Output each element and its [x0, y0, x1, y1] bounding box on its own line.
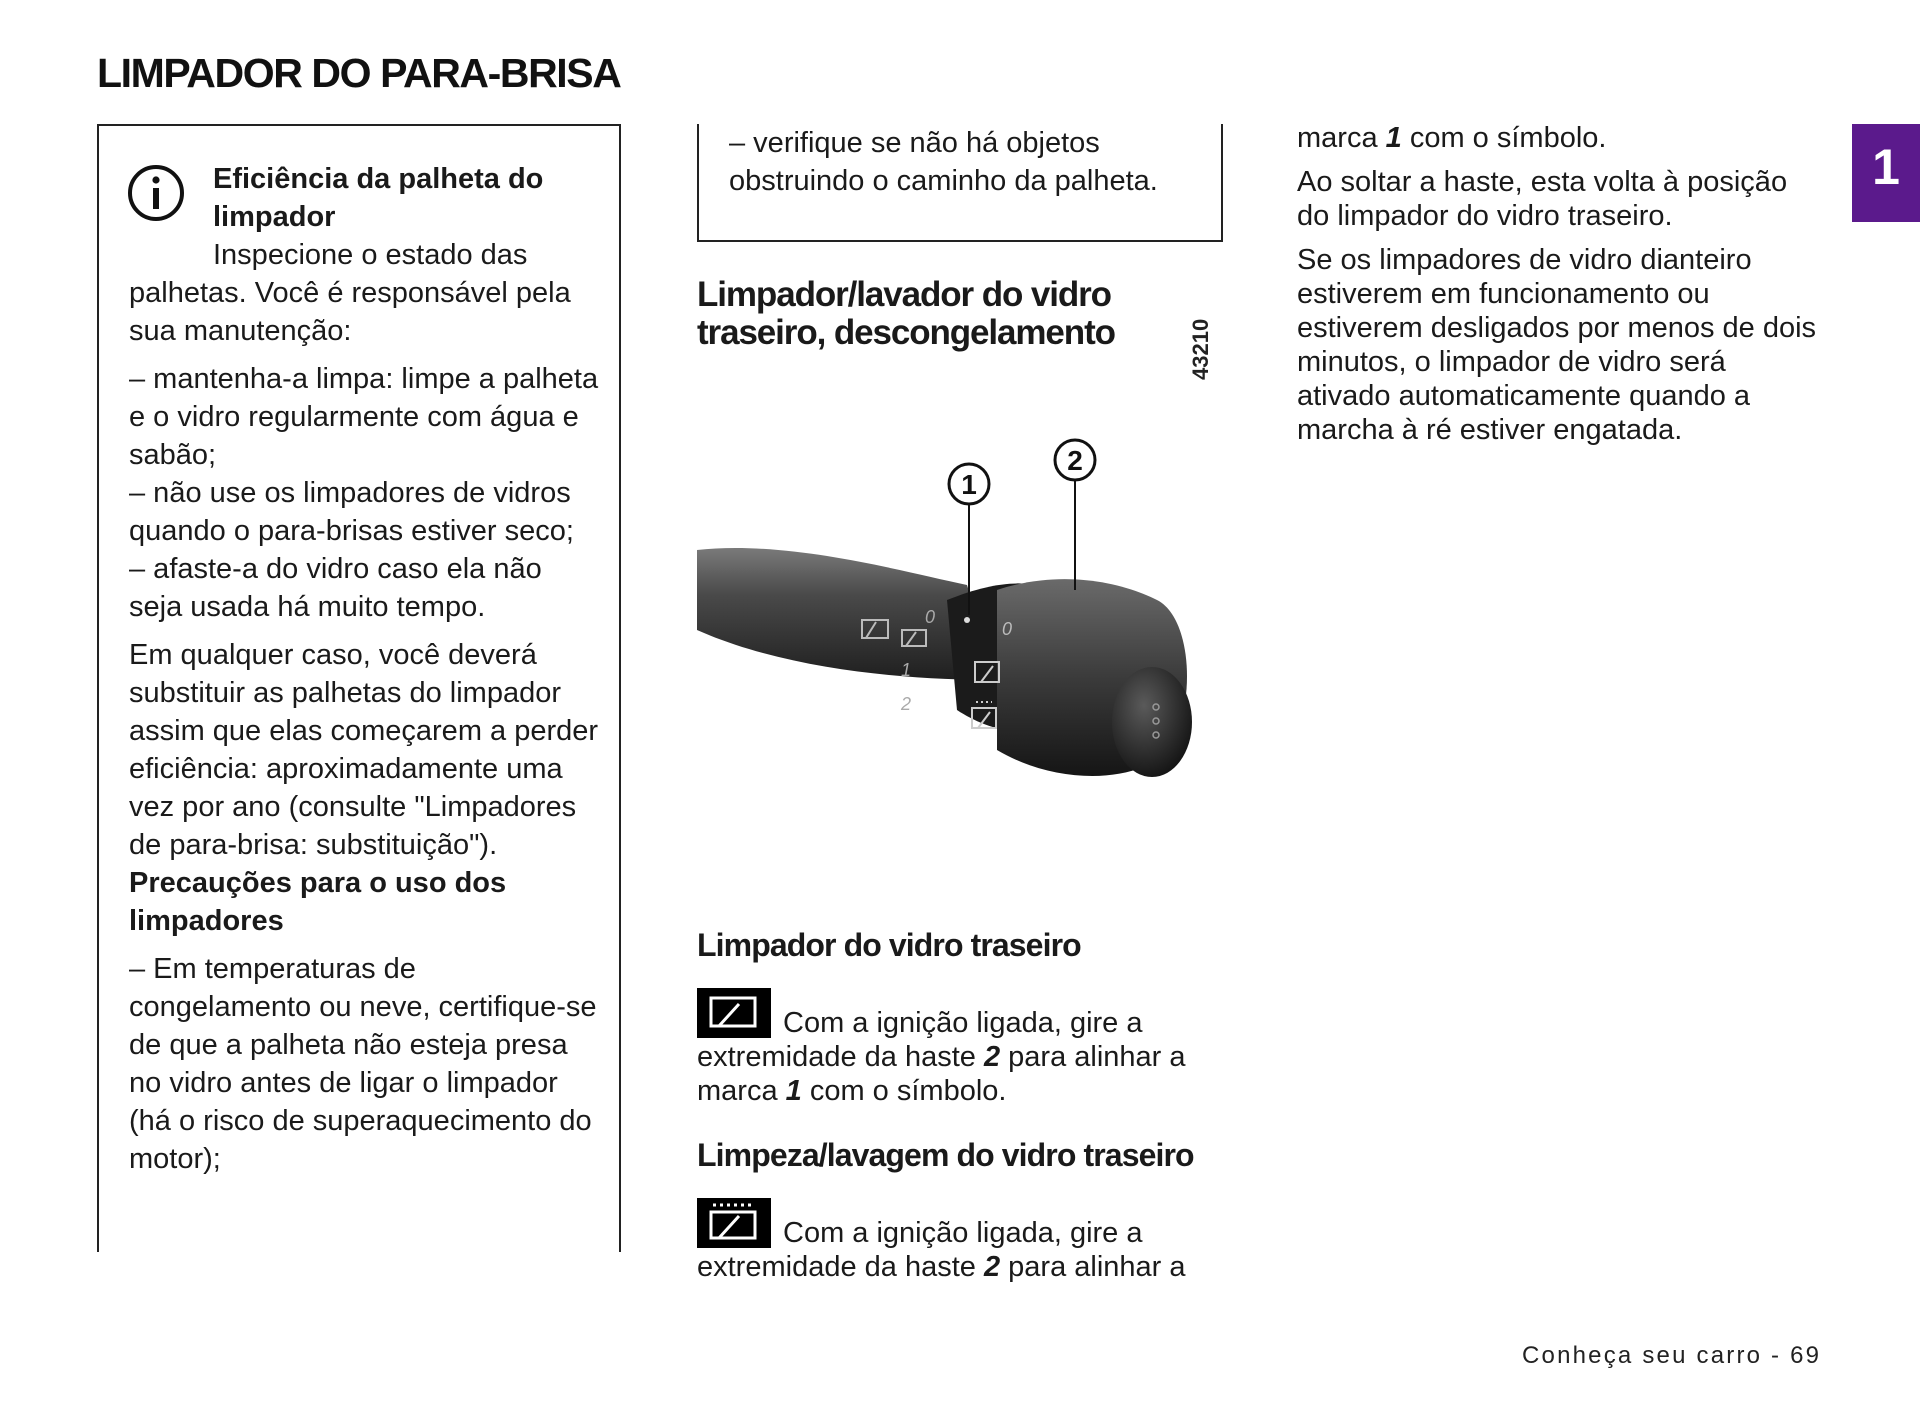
continued-warning-box	[697, 124, 1223, 242]
continued-warning-text: – verifique se não há objetos obstruindo o caminho da palheta.	[729, 127, 1158, 197]
rear-wash-heading: Limpeza/lavagem do vidro traseiro	[697, 1137, 1194, 1173]
page-title: LIMPADOR DO PARA-BRISA	[97, 50, 621, 96]
rear-wiper-heading: Limpador do vidro traseiro	[697, 927, 1081, 963]
right-line-1-b: com o símbolo.	[1409, 122, 1607, 154]
rear-wiper-text-b: para alinhar a marca	[697, 1041, 1186, 1107]
right-line-1	[1297, 121, 1827, 155]
right-column-text	[1297, 121, 1827, 447]
info-paragraph-1-start: Inspecione o estado das	[213, 239, 528, 271]
info-paragraph-2: Em qualquer caso, você deverá substituir as palhetas do limpador assim que elas começarem a perder eficiência: aproximadamente uma vez por ano (consulte "Limpadores de para-brisa: substituição").	[129, 639, 599, 861]
figure-id-label: 43210	[1188, 318, 1213, 380]
middle-lower-text	[697, 926, 1227, 1284]
info-box	[97, 124, 621, 1252]
rear-wiper-num-2: 2	[983, 1041, 1001, 1073]
precautions-paragraph: – Em temperaturas de congelamento ou neve, certifique-se de que a palheta não esteja presa no vidro antes de ligar o limpador (há o risco de superaquecimento do motor);	[129, 953, 597, 1175]
ring-mark-0: 0	[1002, 619, 1013, 639]
rear-wiper-text-a: Com a ignição ligada, gire a extremidade da haste	[697, 1007, 1143, 1073]
rear-wash-symbol-icon	[697, 1198, 771, 1248]
stalk-end-cap	[1112, 667, 1192, 777]
rear-wiper-instruction	[697, 988, 1227, 1108]
right-line-1-a: marca	[1297, 122, 1378, 154]
section-title: Limpador/lavador do vidro traseiro, descongelamento	[697, 275, 1115, 352]
page-footer: Conheça seu carro - 69	[1522, 1342, 1822, 1369]
position-1-label: 1	[901, 660, 912, 680]
rear-wash-instruction	[697, 1198, 1227, 1284]
section-title-block	[697, 276, 1217, 352]
right-paragraph-1: Ao soltar a haste, esta volta à posição do limpador do vidro traseiro.	[1297, 166, 1788, 232]
position-2-label: 2	[901, 694, 912, 714]
right-paragraph-2: Se os limpadores de vidro dianteiro estiverem em funcionamento ou estiverem desligados por menos de dois minutos, o limpador de vidro será ativado automaticamente quando a marcha à ré estiver engatada.	[1297, 244, 1817, 446]
chapter-tab: 1	[1852, 124, 1920, 222]
bullet-item-2: – não use os limpadores de vidros quando o para-brisas estiver seco;	[129, 477, 574, 547]
info-heading-line-1: Eficiência da palheta do	[213, 163, 544, 195]
right-line-1-num: 1	[1385, 122, 1402, 154]
precautions-heading: Precauções para o uso dos limpadores	[129, 867, 507, 937]
position-0-label: 0	[925, 607, 936, 627]
rear-wash-text-b: para alinhar a	[1008, 1251, 1186, 1283]
callout-1-label: 1	[961, 469, 977, 500]
rear-wiper-text-c: com o símbolo.	[809, 1075, 1007, 1107]
info-heading-line-2: limpador	[213, 201, 336, 233]
rear-wash-num-2: 2	[983, 1251, 1001, 1283]
info-paragraph-1-rest: palhetas. Você é responsável pela sua manutenção:	[129, 277, 571, 347]
info-heading	[213, 160, 599, 236]
info-icon	[127, 164, 185, 222]
bullet-item-1: – mantenha-a limpa: limpe a palheta e o vidro regularmente com água e sabão;	[129, 363, 599, 471]
rear-wash-text-a: Com a ignição ligada, gire a extremidade da haste	[697, 1217, 1143, 1283]
rear-wiper-symbol-icon	[697, 988, 771, 1038]
callout-2-label: 2	[1067, 445, 1083, 476]
rear-wiper-num-1: 1	[785, 1075, 802, 1107]
bullet-item-3: – afaste-a do vidro caso ela não seja usada há muito tempo.	[129, 553, 542, 623]
info-content	[129, 160, 599, 1178]
wiper-stalk-illustration	[697, 430, 1217, 800]
